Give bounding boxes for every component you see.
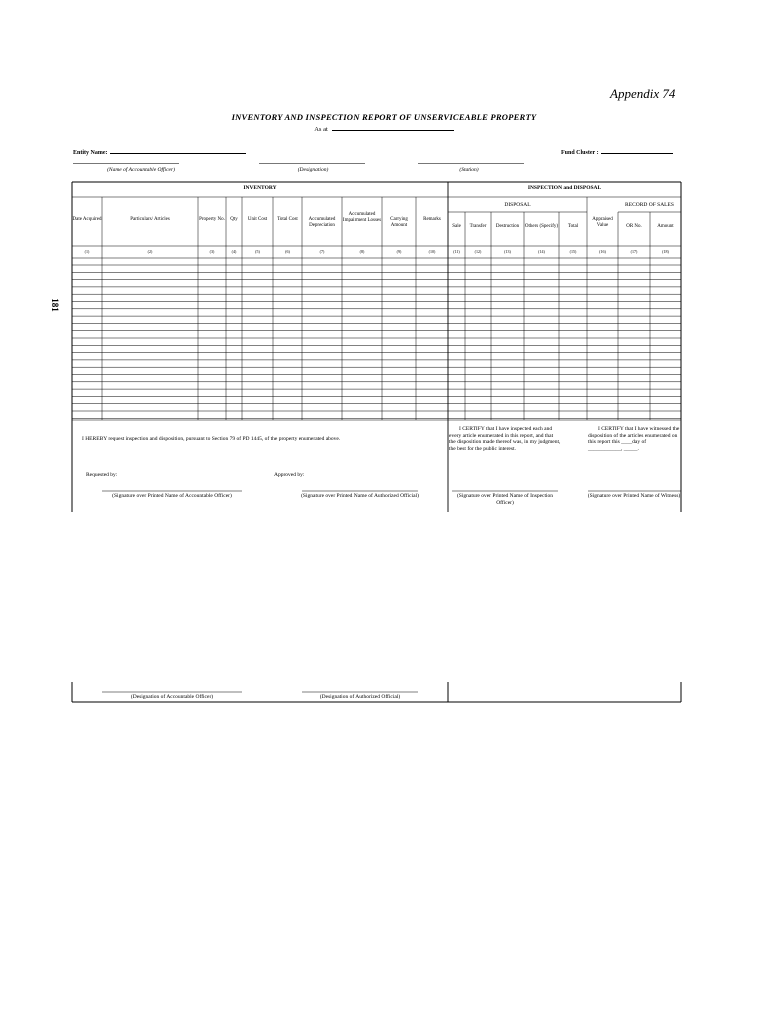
col-number: (14) [538, 249, 545, 254]
col-carrying-amount: Carrying Amount [390, 217, 408, 228]
col-number: (6) [285, 249, 290, 254]
col-sale: Sale [452, 224, 461, 229]
request-statement: I HEREBY request inspection and disposition, pursuant to Section 79 of PD 1445, of the property enumerated above. [82, 436, 341, 442]
col-number: (3) [209, 249, 215, 254]
record-of-sales-header: RECORD OF SALES [625, 202, 674, 208]
col-unit-cost: Unit Cost [247, 217, 268, 222]
designation-authorized-official: (Designation of Authorized Official) [319, 694, 401, 700]
designation-accountable-officer: (Designation of Accountable Officer) [130, 694, 214, 700]
approved-by-label: Approved by: [274, 472, 305, 478]
col-number: (8) [359, 249, 365, 254]
designation-caption: (Designation) [297, 167, 329, 173]
col-destruction: Destruction [495, 224, 520, 229]
col-or-no: OR No. [626, 224, 642, 229]
appendix-number: Appendix 74 [610, 86, 676, 101]
disposal-header: DISPOSAL [504, 202, 531, 208]
sig-accountable-officer: (Signature over Printed Name of Accountable Officer) [112, 493, 232, 499]
inspection-header: INSPECTION and DISPOSAL [527, 185, 602, 191]
sig-witness: (Signature over Printed Name of Witness) [587, 493, 681, 499]
col-date-acquired: Date Acquired [72, 217, 102, 222]
col-number: (9) [396, 249, 402, 254]
officer-caption: (Name of Accountable Officer) [107, 167, 175, 173]
page-side-mark: 181 [49, 298, 60, 312]
certify-inspection-statement: I CERTIFY that I have inspected each and every article enumerated in this report, and that the disposition made thereof was, in my judgment, the best for the public interest. [449, 426, 561, 452]
inventory-header: INVENTORY [243, 185, 277, 191]
col-property-no: Property No. [199, 217, 225, 222]
col-number: (11) [453, 249, 460, 254]
as-at-label: As at [314, 126, 328, 133]
col-number: (4) [231, 249, 237, 254]
entity-name-label: Entity Name: [73, 150, 108, 156]
form-title: INVENTORY AND INSPECTION REPORT OF UNSERVICEABLE PROPERTY [231, 112, 537, 122]
col-particulars: Particulars/ Articles [130, 217, 170, 222]
col-amount: Amount [657, 224, 674, 229]
col-number: (18) [662, 249, 669, 254]
col-number: (7) [319, 249, 325, 254]
col-others: Others (Specify) [524, 224, 559, 229]
sig-inspection-officer: (Signature over Printed Name of Inspection Officer) [456, 493, 554, 506]
col-transfer: Transfer [469, 224, 487, 229]
col-total: Total [567, 224, 579, 229]
col-remarks: Remarks [423, 217, 441, 222]
col-accumulated-depreciation: Accumulated Depreciation [308, 217, 336, 228]
col-number: (12) [474, 249, 482, 254]
col-total-cost: Total Cost [277, 217, 298, 222]
col-number: (13) [504, 249, 511, 254]
col-number: (16) [599, 249, 606, 254]
certify-witness-statement: I CERTIFY that I have witnessed the disposition of the articles enumerated on this report this ____day of ____________, _____. [588, 426, 680, 452]
requested-by-label: Requested by: [86, 472, 118, 478]
fund-cluster-label: Fund Cluster : [561, 150, 599, 156]
col-number: (2) [147, 249, 153, 254]
col-number: (5) [255, 249, 260, 254]
col-number: (17) [630, 249, 638, 254]
col-number: (1) [84, 249, 90, 254]
col-accumulated-impairment: Accumulated Impairment Losses [342, 212, 382, 223]
sig-authorized-official: (Signature over Printed Name of Authorized Official) [301, 493, 419, 499]
col-qty: Qty [230, 217, 238, 222]
col-number: (10) [428, 249, 436, 254]
station-caption: (Station) [459, 167, 479, 173]
col-number: (15) [569, 249, 577, 254]
col-appraised-value: Appraised Value [592, 217, 613, 228]
